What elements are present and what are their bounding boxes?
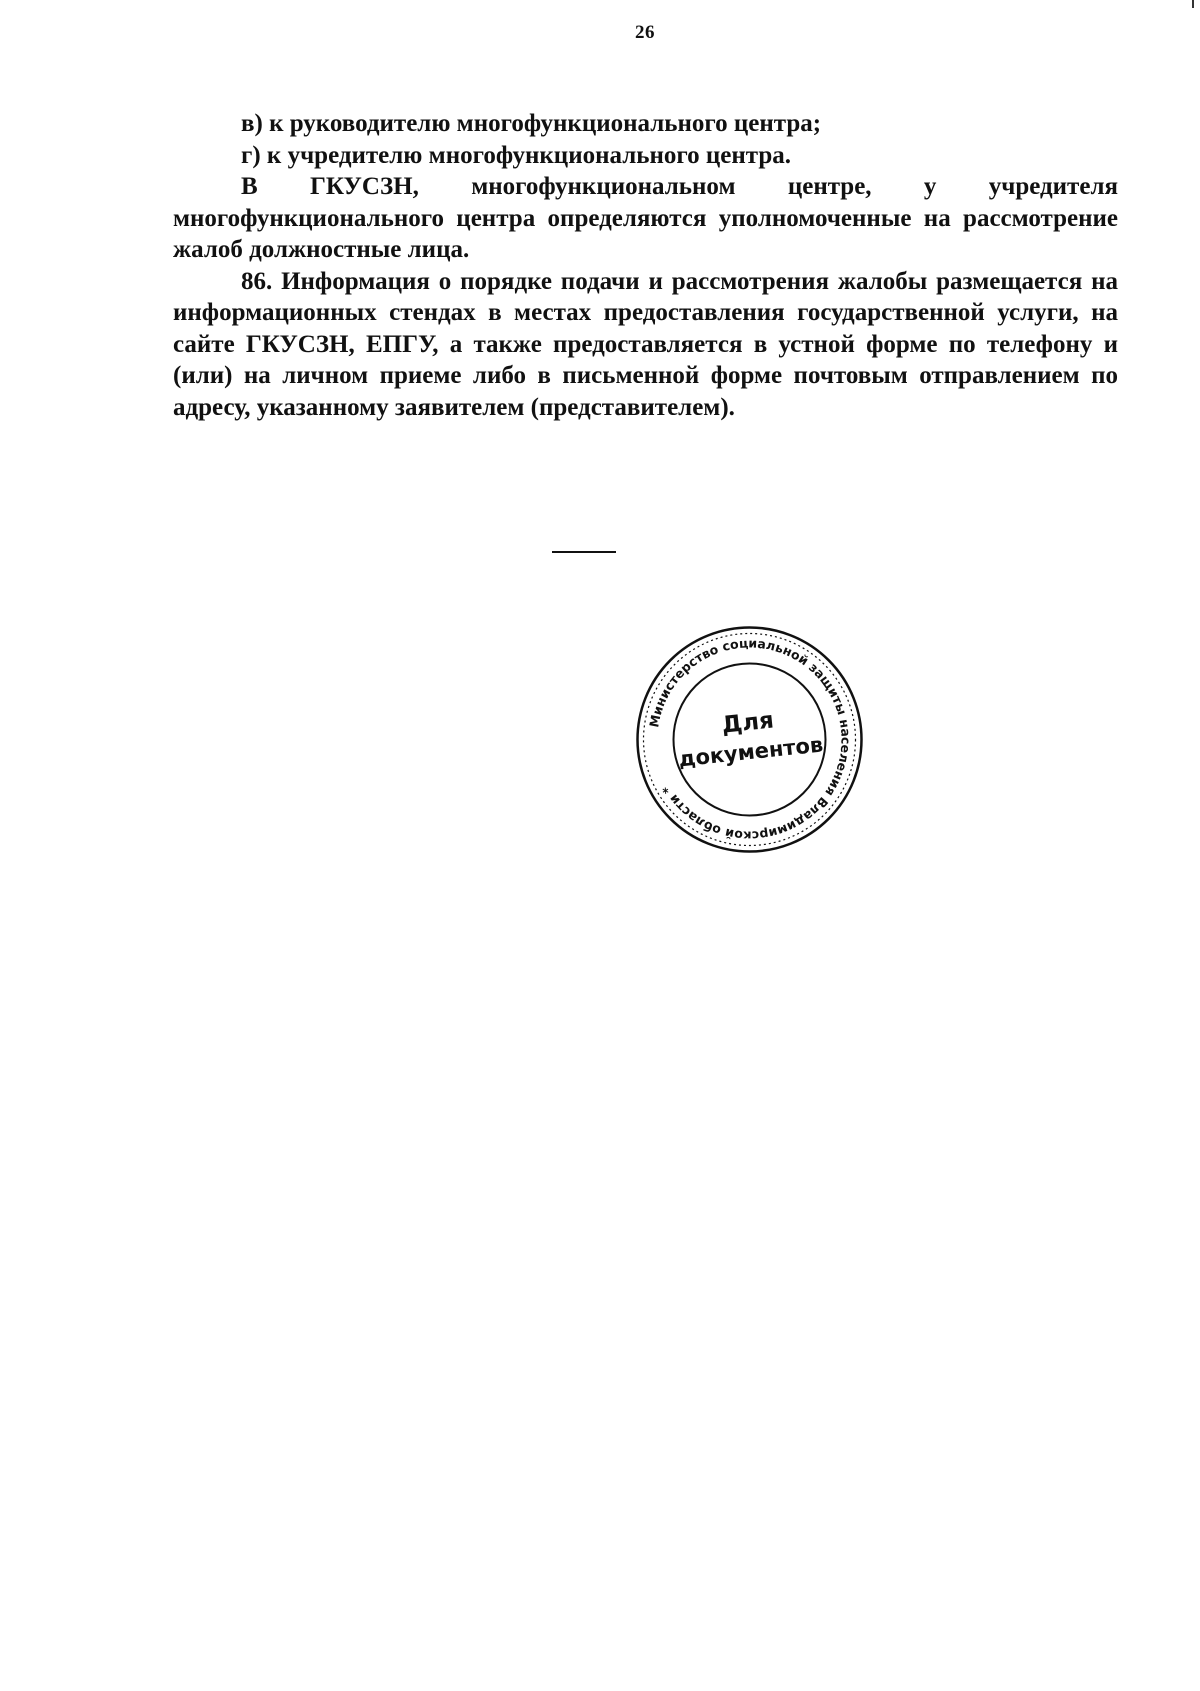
- seal-graphic: [632, 622, 867, 857]
- document-body: [173, 108, 1118, 423]
- paragraph-item-v: в) к руководителю многофункционального центра;: [241, 110, 822, 137]
- seal-ring-text: Министерство социальной защиты населения Владимирской области *: [646, 635, 854, 844]
- seal-center-line1: Для: [720, 707, 776, 739]
- official-seal: [632, 622, 867, 857]
- seal-center-line2: документов: [677, 732, 825, 772]
- scan-corner-mark: [1192, 0, 1194, 8]
- paragraph-item-g: г) к учредителю многофункционального центра.: [241, 141, 792, 169]
- end-divider: [552, 551, 616, 553]
- page-number: 26: [635, 22, 655, 43]
- paragraph-86-complaint-info: 86. Информация о порядке подачи и рассмотрения жалобы размещается на информационных стендах в местах предоставления государственной услуги, на сайте ГКУСЗН, ЕПГУ, а также предоставляется в устной форме по телефону и (или) на личном приеме либо в письменной форме почтовым отправлением по адресу, указанному заявителем (представителем).: [173, 267, 1118, 421]
- paragraph-authorized-officials: В ГКУСЗН, многофункциональном центре, у учредителя многофункционального центра определяются уполномоченные на рассмотрение жалоб должностные лица.: [173, 173, 1118, 263]
